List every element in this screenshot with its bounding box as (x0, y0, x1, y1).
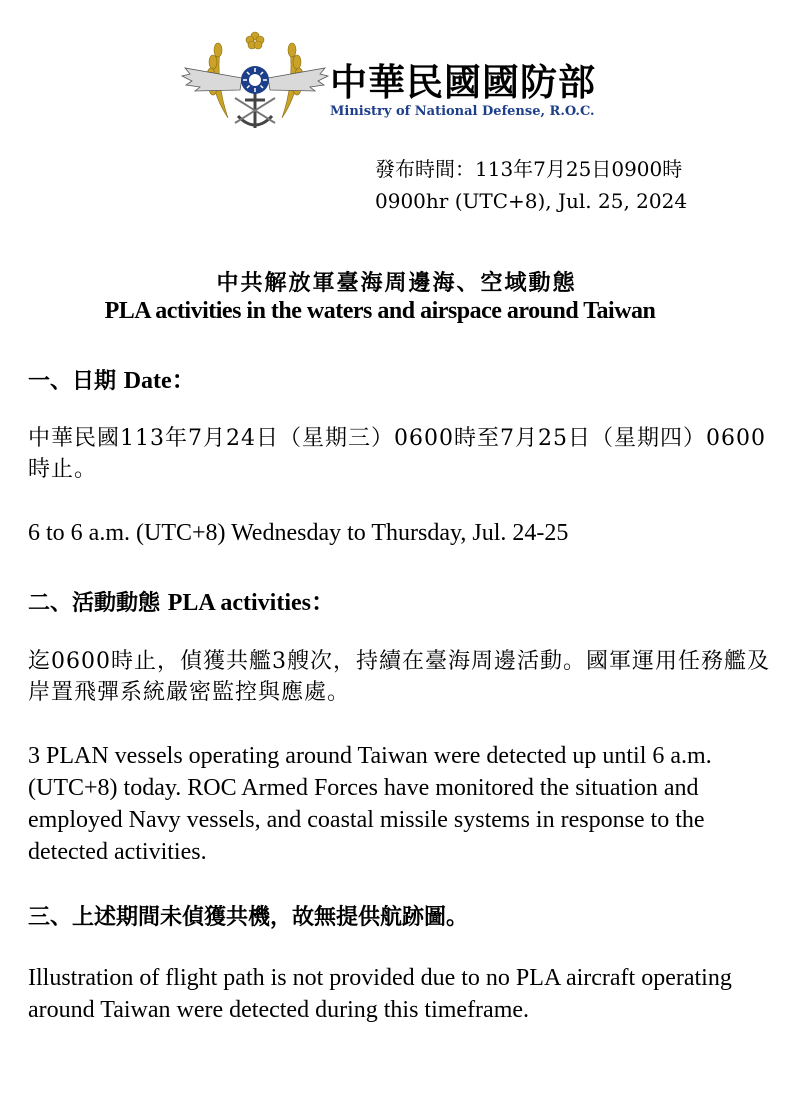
org-name-zh: 中華民國國防部 (330, 61, 596, 104)
section-1-heading-en: Date： (123, 368, 196, 394)
section-3-heading-zh: 三、上述期間未偵獲共機，故無提供航跡圖。 (28, 904, 469, 930)
release-time (375, 153, 687, 217)
document-title-zh: 中共解放軍臺海周邊海、空域動態 (216, 270, 577, 296)
section-1-heading-zh: 一、日期 (28, 368, 117, 394)
section-1-body-en: 6 to 6 a.m. (UTC+8) Wednesday to Thursday, Jul. 24-25 (28, 520, 569, 546)
section-3-heading (28, 900, 468, 931)
section-1-heading (28, 360, 196, 395)
section-2-body-zh: 迄0600時止，偵獲共艦3艘次，持續在臺海周邊活動。國軍運用任務艦及岸置飛彈系統嚴密監控與應處。 (28, 649, 770, 705)
section-2-body-en: 3 PLAN vessels operating around Taiwan were detected up until 6 a.m. (UTC+8) today. ROC Armed Forces have monitored the situation and employed Navy vessels, and coastal missile systems in response to the detected activities. (28, 743, 712, 865)
org-name-en: Ministry of National Defense, R.O.C. (330, 104, 595, 119)
mnd-emblem-icon (180, 28, 330, 138)
release-time-en: 0900hr (UTC+8), Jul. 25, 2024 (375, 189, 688, 213)
document-title-en: PLA activities in the waters and airspace around Taiwan (104, 298, 656, 324)
section-1-body-zh: 中華民國113年7月24日（星期三）0600時至7月25日（星期四）0600時止。 (28, 426, 766, 482)
section-3-body-en: Illustration of flight path is not provided due to no PLA aircraft operating around Taiwan were detected during this timeframe. (28, 965, 732, 1023)
release-time-zh: 發布時間：113年7月25日0900時 (375, 157, 683, 181)
section-2-heading (28, 582, 335, 617)
section-2-heading-en: PLA activities： (167, 590, 335, 616)
section-2-heading-zh: 二、活動動態 (28, 590, 161, 616)
